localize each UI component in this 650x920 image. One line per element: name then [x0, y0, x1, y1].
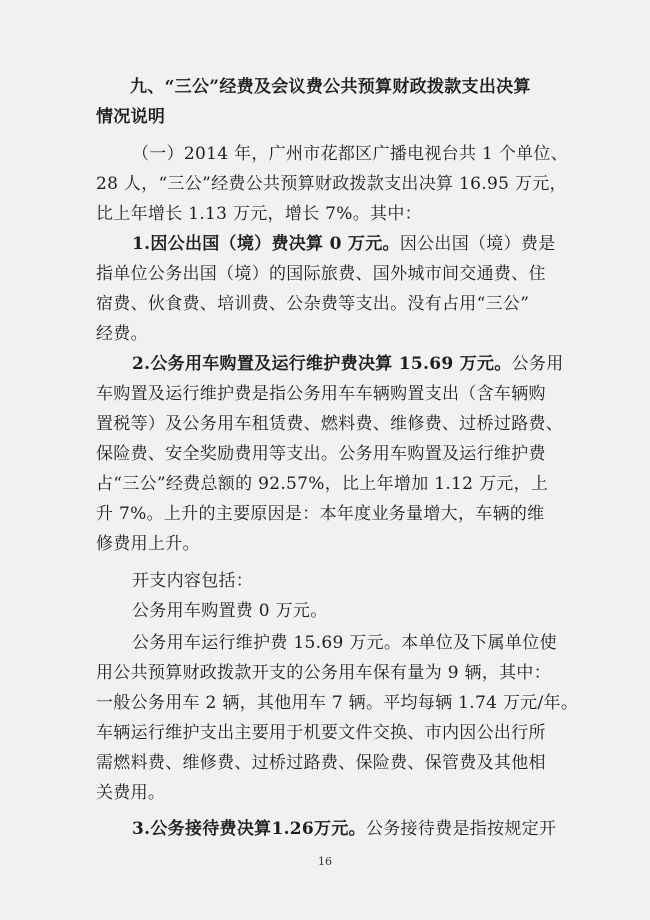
- item1-line4: 经费。: [96, 324, 148, 344]
- item1-line2: 指单位公务出国（境）的国际旅费、国外城市间交通费、住: [96, 264, 546, 284]
- expenses-ops-line4: 车辆运行维护支出主要用于机要文件交换、市内因公出行所: [96, 723, 546, 743]
- expenses-ops-line6: 关费用。: [96, 783, 166, 803]
- item1-line1-rest: 因公出国（境）费是: [399, 234, 556, 254]
- item2-title: 2.公务用车购置及运行维护费决算 15.69 万元。: [132, 354, 512, 374]
- item2-line5: 占“三公”经费总额的 92.57%，比上年增加 1.12 万元，上: [96, 474, 549, 494]
- overview-line1: （一）2014 年，广州市花都区广播电视台共 1 个单位、: [132, 144, 568, 164]
- item2-line1: [132, 353, 564, 375]
- item2-line2: 车购置及运行维护费是指公务用车车辆购置支出（含车辆购: [96, 384, 546, 404]
- expenses-intro: 开支内容包括：: [132, 571, 254, 591]
- overview-line3: 比上年增长 1.13 万元，增长 7%。其中：: [96, 204, 422, 224]
- item2-line6: 升 7%。上升的主要原因是：本年度业务量增大，车辆的维: [96, 504, 545, 524]
- item2-line4: 保险费、安全奖励费用等支出。公务用车购置及运行维护费: [96, 444, 546, 464]
- item3-line1-rest: 公务接待费是指按规定开: [365, 819, 557, 839]
- item1-title: 1.因公出国（境）费决算 0 万元。: [132, 234, 400, 254]
- overview-line2: 28 人，“三公”经费公共预算财政拨款支出决算 16.95 万元，: [96, 174, 567, 194]
- item2-line3: 置税等）及公务用车租赁费、燃料费、维修费、过桥过路费、: [96, 414, 564, 434]
- item3-title: 3.公务接待费决算1.26万元。: [132, 819, 366, 839]
- expenses-ops-line5: 需燃料费、维修费、过桥过路费、保险费、保管费及其他相: [96, 753, 546, 773]
- expenses-ops-line3: 一般公务用车 2 辆，其他用车 7 辆。平均每辆 1.74 万元/年。: [96, 693, 579, 713]
- item2-line7: 修费用上升。: [96, 534, 200, 554]
- section-heading-line1: 九、“三公”经费及会议费公共预算财政拨款支出决算: [130, 77, 531, 97]
- item1-line1: [132, 233, 556, 255]
- item2-line1-rest: 公务用: [511, 354, 564, 374]
- section-heading-line2: 情况说明: [96, 107, 166, 127]
- expenses-ops-line1: 公务用车运行维护费 15.69 万元。本单位及下属单位使: [132, 633, 557, 653]
- item3-line1: [132, 818, 556, 840]
- expenses-purchase: 公务用车购置费 0 万元。: [132, 601, 328, 621]
- page-number: 16: [318, 855, 332, 868]
- expenses-ops-line2: 用公共预算财政拨款开支的公务用车保有量为 9 辆，其中：: [96, 663, 552, 683]
- item1-line3: 宿费、伙食费、培训费、公杂费等支出。没有占用“三公”: [96, 294, 530, 314]
